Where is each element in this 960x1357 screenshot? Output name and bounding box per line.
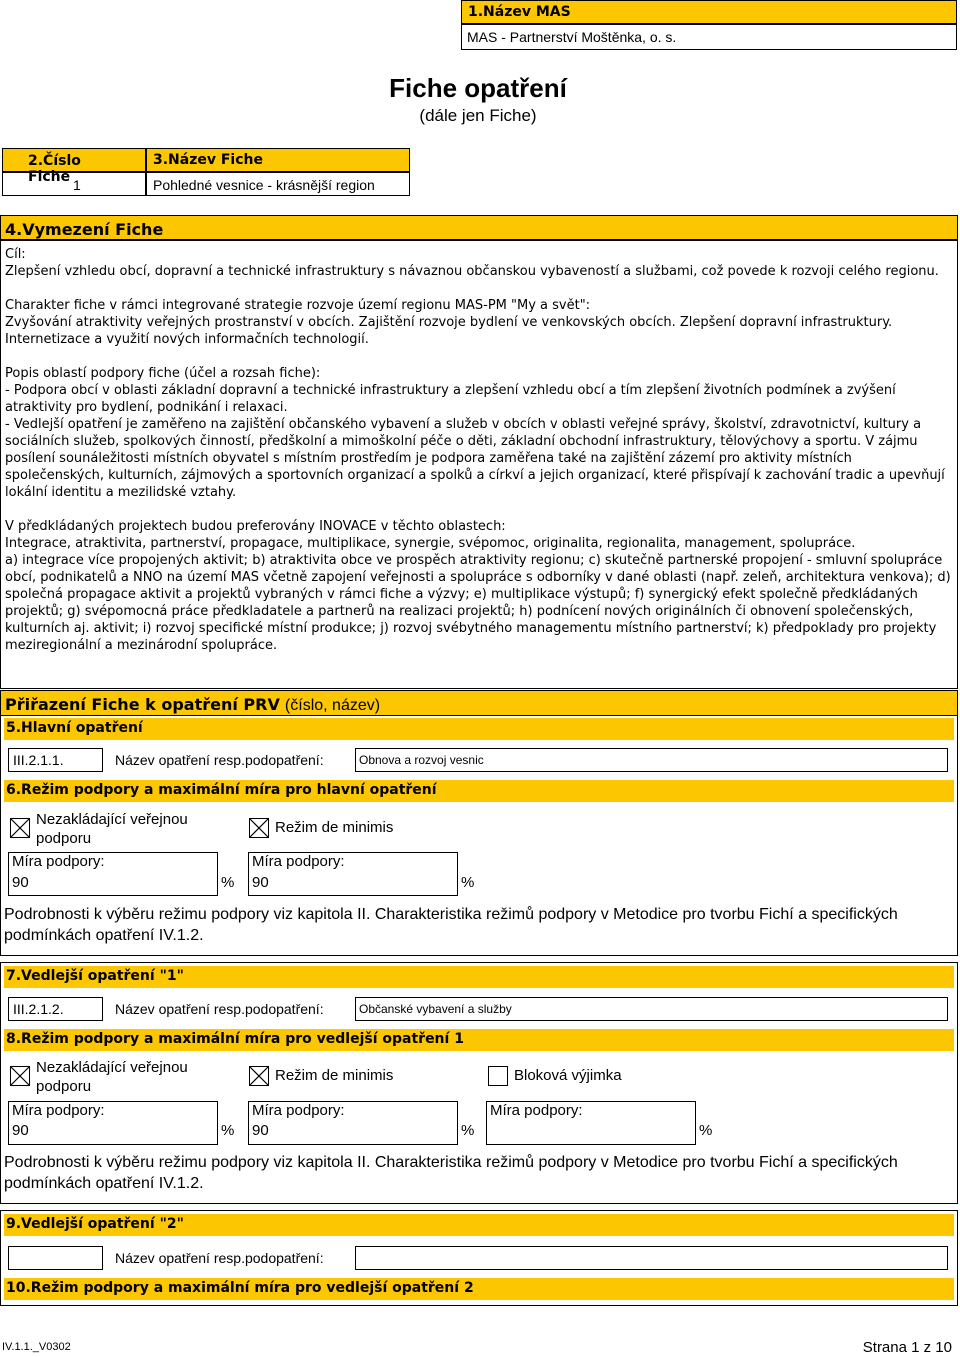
- page-title: Fiche opatření: [389, 73, 567, 103]
- secondary-measure-2-code[interactable]: [8, 1246, 103, 1270]
- prv-assignment-note: (číslo, název): [284, 697, 381, 714]
- support-regime-secondary-1-header: 8.Režim podpory a maximální míra pro vedlejší opatření 1: [4, 1029, 954, 1051]
- secondary-measure-1-name-label: Název opatření resp.podopatření:: [115, 1001, 324, 1017]
- non-public-support-label-2: Nezakládající veřejnou podporu: [36, 1059, 188, 1095]
- support-rate-label-4: Míra podpory:: [252, 1102, 345, 1119]
- support-rate-label-2: Míra podpory:: [252, 853, 345, 870]
- main-measure-name-label: Název opatření resp.podopatření:: [115, 752, 324, 768]
- fiche-name-label: 3.Název Fiche: [146, 148, 410, 172]
- main-measure-name-value: Obnova a rozvoj vesnic: [355, 748, 948, 772]
- support-rate-label-5: Míra podpory:: [490, 1102, 583, 1119]
- de-minimis-label: Režim de minimis: [275, 819, 394, 836]
- cil-text: Zlepšení vzhledu obcí, dopravní a technické infrastruktury s návaznou občanskou vybaveností a službami, což povede k rozvoji celého regionu.: [5, 264, 939, 279]
- de-minimis-checkbox[interactable]: [249, 818, 269, 842]
- mas-name-value: MAS - Partnerství Moštěnka, o. s.: [461, 24, 957, 50]
- main-measure-code: III.2.1.1.: [8, 748, 103, 772]
- de-minimis-checkbox-2[interactable]: [249, 1066, 269, 1090]
- non-public-support-checkbox-2[interactable]: [10, 1066, 30, 1090]
- percent-sign-4: %: [461, 1122, 475, 1139]
- percent-sign-3: %: [221, 1122, 235, 1139]
- checked-x-icon: [249, 818, 269, 838]
- non-public-support-label: Nezakládající veřejnou podporu: [36, 811, 188, 847]
- checked-x-icon: [10, 818, 30, 838]
- support-rate-value-4: 90: [252, 1122, 269, 1139]
- definition-section-body: [0, 240, 958, 689]
- secondary-measure-1-code: III.2.1.2.: [8, 997, 103, 1021]
- popis-paragraph-1: - Podpora obcí v oblasti základní dopravní a technické infrastruktury a zlepšení vzhledu obcí a tím zlepšení životních podmínek a zvýšení atraktivity pro bydlení, podnikání i relaxaci.: [5, 383, 896, 415]
- popis-paragraph-2: - Vedlejší opatření je zaměřeno na zajištění občanského vybavení a služeb v obcích v oblasti veřejné správy, školství, zdravotnictví, kultury a sociálních služeb, spolkových činností, předškolní a mimoškolní péče o děti, základní obchodní infrastruktury, tělovýchovy a sportu. V zájmu posílení sounáležitosti místních obyvatel s místním prostředím je podpora zaměřena také na zajištění zázemí pro aktivity místních společenských, kulturních, zájmových a sportovních organizací a spolků a církví a jejich organizací, které přispívají k zachování tradic a upevňují lokální identitu a mezilidské vztahy.: [5, 417, 945, 500]
- support-regime-note-2: Podrobnosti k výběru režimu podpory viz kapitola II. Charakteristika režimů podpory v Metodice pro tvorbu Fichí a specifických podmínkách opatření IV.1.2.: [4, 1154, 898, 1192]
- footer-page-number: Strana 1 z 10: [862, 1339, 952, 1356]
- support-rate-value-3: 90: [12, 1122, 29, 1139]
- support-rate-label-3: Míra podpory:: [12, 1102, 105, 1119]
- percent-sign-1: %: [221, 874, 235, 891]
- checked-x-icon: [10, 1066, 30, 1086]
- main-measure-header: 5.Hlavní opatření: [4, 718, 954, 740]
- support-rate-label-1: Míra podpory:: [12, 853, 105, 870]
- de-minimis-label-2: Režim de minimis: [275, 1067, 394, 1084]
- unchecked-box-icon: [488, 1066, 508, 1086]
- fiche-number-label: 2.Číslo Fiche: [2, 148, 146, 172]
- block-exemption-checkbox[interactable]: [488, 1066, 508, 1090]
- inovace-label: V předkládaných projektech budou preferovány INOVACE v těchto oblastech:: [5, 519, 506, 534]
- secondary-measure-1-header: 7.Vedlejší opatření "1": [4, 966, 954, 988]
- support-rate-value-2: 90: [252, 874, 269, 891]
- support-regime-note-1: Podrobnosti k výběru režimu podpory viz kapitola II. Charakteristika režimů podpory v Metodice pro tvorbu Fichí a specifických podmínkách opatření IV.1.2.: [4, 906, 898, 944]
- fiche-number-value: 1: [2, 172, 146, 196]
- percent-sign-5: %: [699, 1122, 713, 1139]
- fiche-name-value: Pohledné vesnice - krásnější region: [146, 172, 410, 196]
- definition-section-header: 4.Vymezení Fiche: [0, 215, 958, 240]
- mas-name-label: 1.Název MAS: [461, 0, 957, 24]
- inovace-list: Integrace, atraktivita, partnerství, propagace, multiplikace, synergie, svépomoc, originalita, regionalita, management, spolupráce.: [5, 536, 856, 551]
- popis-label: Popis oblastí podpory fiche (účel a rozsah fiche):: [5, 366, 321, 381]
- support-regime-main-header: 6.Režim podpory a maximální míra pro hlavní opatření: [4, 780, 954, 802]
- checked-x-icon: [249, 1066, 269, 1086]
- prv-assignment-title: Přiřazení Fiche k opatření PRV: [5, 695, 280, 714]
- charakter-label: Charakter fiche v rámci integrované strategie rozvoje území regionu MAS-PM "My a svět":: [5, 298, 591, 313]
- charakter-text: Zvyšování atraktivity veřejných prostranství v obcích. Zajištění rozvoje bydlení ve venkovských obcích. Zlepšení dopravní infrastruktury. Internetizace a využití nových informačních technologií.: [5, 315, 893, 347]
- secondary-measure-2-name-value[interactable]: [355, 1246, 948, 1270]
- secondary-measure-2-header: 9.Vedlejší opatření "2": [4, 1214, 954, 1236]
- secondary-measure-1-name-value: Občanské vybavení a služby: [355, 997, 948, 1021]
- support-rate-value-1: 90: [12, 874, 29, 891]
- block-exemption-label: Bloková výjimka: [514, 1067, 622, 1084]
- page-subtitle: (dále jen Fiche): [419, 106, 537, 125]
- cil-label: Cíl:: [5, 247, 26, 262]
- support-regime-secondary-2-header: 10.Režim podpory a maximální míra pro vedlejší opatření 2: [4, 1278, 954, 1300]
- secondary-measure-2-name-label: Název opatření resp.podopatření:: [115, 1250, 324, 1266]
- footer-document-code: IV.1.1._V0302: [2, 1341, 71, 1353]
- non-public-support-checkbox[interactable]: [10, 818, 30, 842]
- prv-assignment-header: [0, 690, 958, 716]
- percent-sign-2: %: [461, 874, 475, 891]
- inovace-text: a) integrace více propojených aktivit; b) atraktivita obce ve prospěch atraktivity regionu; c) skutečně partnerské propojení - smluvní spolupráce obcí, podnikatelů a NNO na území MAS včetně zapojení veřejnosti a spolupráce s odborníky v dané oblasti (např. zeleň, architektura venkova); d) společná propagace aktivit a projektů vybraných v rámci fiche a výzvy; e) multiplikace výstupů; f) synergický efekt společně předkládaných projektů; g) svépomocná práce předkladatele a partnerů na realizaci projektů; h) podnícení nových originálních či obnovení společenských, kulturních aj. aktivit; i) rozvoj specifické místní produkce; j) rozvoj svébytného managementu místního partnerství; k) předpoklady pro projekty meziregionální a mezinárodní spolupráce.: [5, 553, 951, 653]
